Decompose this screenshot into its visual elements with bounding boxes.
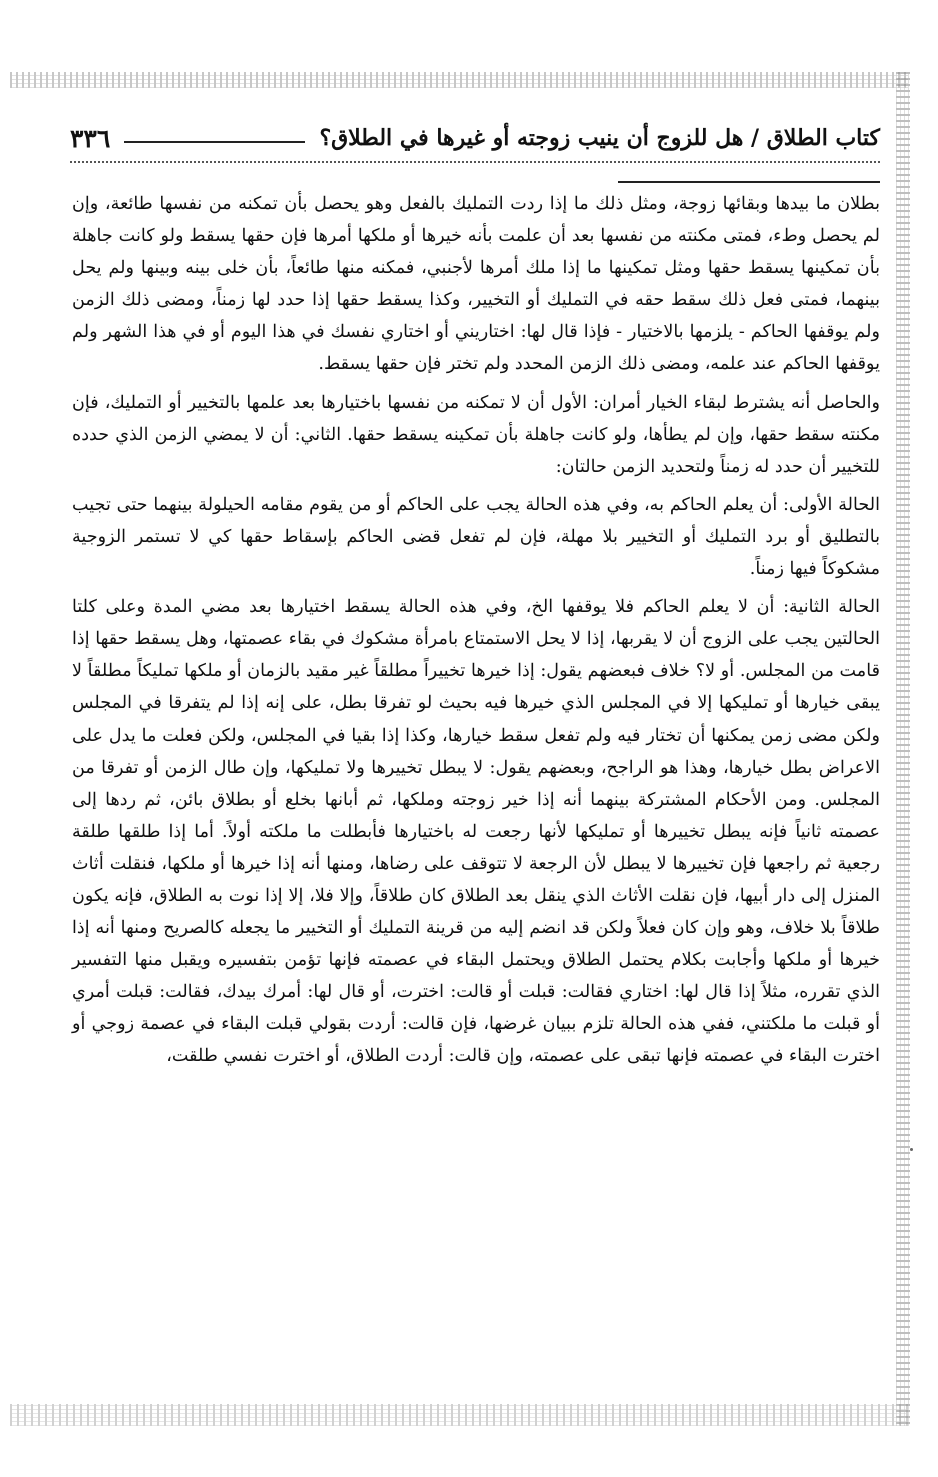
page-number: ٣٣٦ (70, 123, 111, 153)
header-separator-rule (618, 181, 880, 183)
paragraph: بطلان ما بيدها وبقائها زوجة، ومثل ذلك ما إذا ردت التمليك بالفعل وهو يحصل بأن تمكنه من نفسها طائعة، وإن لم يحصل وطء، فمتى مكنته من نفسها بعد أن علمت بأنه خيرها أو ملكها أمرها فإن حقها يسقط ولو كانت جاهلة بأن تمكينها يسقط حقها ومثل تمكينها ما إذا ملك أمرها لأجنبي، فمكنه منها طائعاً، بأن خلى بينه وبينها ولم يحل بينهما، فمتى فعل ذلك سقط حقه في التمليك أو التخيير، وكذا يسقط حقها إذا حدد لها زمناً، ومضى ذلك الزمن ولم يوقفها الحاكم - يلزمها بالاختيار - فإذا قال لها: اختاريني أو اختاري نفسك في هذا اليوم أو في هذا الشهر ولم يوقفها الحاكم عند علمه، ومضى ذلك الزمن المحدد ولم تختر فإن حقها يسقط. (72, 194, 880, 375)
header-title: كتاب الطلاق / هل للزوج أن ينيب زوجته أو غيرها في الطلاق؟ (319, 125, 880, 151)
header-dotted-rule (70, 161, 880, 163)
paragraph: والحاصل أنه يشترط لبقاء الخيار أمران: الأول أن لا تمكنه من نفسها باختيارها بعد علمها بالتخيير أو التمليك، فإن مكنته سقط حقها، وإن لم يطأها، ولو كانت جاهلة بأن تمكينه يسقط حقها. الثاني: أن لا يمضي الزمن الذي حدده للتخيير أن حدد له زمناً ولتحديد الزمن حالتان: (72, 392, 880, 477)
paragraph: الحالة الثانية: أن لا يعلم الحاكم فلا يوقفها الخ، وفي هذه الحالة يسقط اختيارها بعد مضي المدة وعلى كلتا الحالتين يجب على الزوج أن لا يقربها، إذا لا يحل الاستمتاع بامرأة مشكوك في بقاء عصمتها، وهل يسقط حقها إذا قامت من المجلس. أو لا؟ خلاف فبعضهم يقول: إذا خيرها تخييراً مطلقاً غير مقيد بالزمان أو ملكها تمليكاً مطلقاً لا يبقى خيارها أو تمليكها إلا في المجلس الذي خيرها فيه بحيث لو تفرقا بطل، على إنه إذا لم يتفرقا في المجلس ولكن مضى زمن يمكنها أن تختار فيه ولم تفعل سقط خيارها، وكذا إذا بقيا في المجلس، ولكن فعلت ما يدل على الاعراض بطل خيارها، وهذا هو الراجح، وبعضهم يقول: لا يبطل تخييرها ولا تمليكها، وإن طال الزمن أو تفرقا من المجلس. ومن الأحكام المشتركة بينهما أنه إذا خير زوجته وملكها، ثم أبانها بخلع أو بطلاق بائن، ثم ردها إلى عصمته ثانياً فإنه يبطل تخييرها أو تمليكها لأنها رجعت له باختيارها فأبطلت ما ملكته أولاً. أما إذا طلقها طلقة رجعية ثم راجعها فإن تخييرها لا يبطل لأن الرجعة لا تتوقف على رضاها، ومنها أنه إذا خيرها أو ملكها، فنقلت أثاث المنزل إلى دار أبيها، فإن نقلت الأثاث الذي ينقل بعد الطلاق كان طلاقاً، وإلا فلا، إلا إذا نوت به الطلاق، فإنه يكون طلاقاً بلا خلاف، وهو وإن كان فعلاً ولكن قد انضم إليه من قرينة التمليك أو التخيير ما يجعله كالصريح ومنها أنه إذا خيرها أو ملكها وأجابت بكلام يحتمل الطلاق ويحتمل البقاء في عصمته فإنها تؤمن بتفسيره ويقبل منها التفسير الذي تقرره، مثلاً إذا قال لها: اختاري فقالت: قبلت أو قالت: اخترت، أو قال لها: أمرك بيدك، فقالت: قبلت أمري أو قبلت ما ملكتني، ففي هذه الحالة تلزم ببيان غرضها، فإن قالت: أردت بقولي قبلت البقاء في عصمة زوجي أو اخترت البقاء في عصمته فإنها تبقى على عصمته، وإن قالت: أردت الطلاق، أو اخترت نفسي طلقت، (72, 597, 881, 1067)
header-dash (124, 141, 305, 143)
ornamental-border-top (10, 72, 908, 88)
body-text (72, 188, 880, 1073)
ornamental-border-bottom (10, 1404, 908, 1426)
ornamental-border-right (896, 72, 910, 1426)
paragraph: الحالة الأولى: أن يعلم الحاكم به، وفي هذه الحالة يجب على الحاكم أو من يقوم مقامه الحيلولة بينهما حتى تجيب بالتطليق أو برد التمليك أو التخيير بلا مهلة، فإن لم تفعل قضى الحاكم بإسقاط حقها كي لا تستمر الزوجية مشكوكاً فيها زمناً. (72, 494, 880, 580)
scan-speck (910, 1148, 913, 1151)
running-header (70, 118, 880, 158)
